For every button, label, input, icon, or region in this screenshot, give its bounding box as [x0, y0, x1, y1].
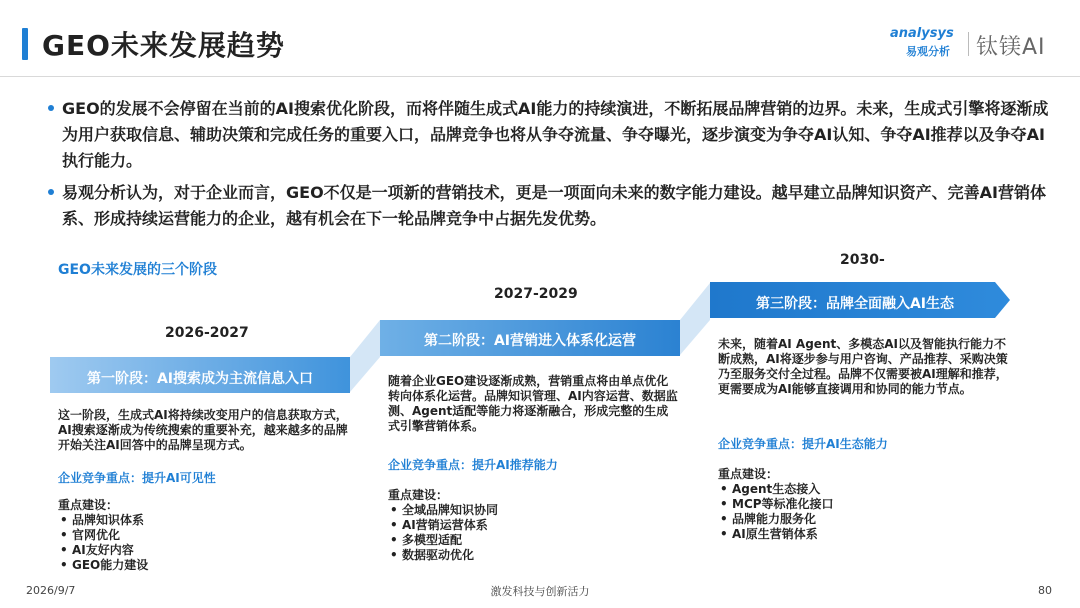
stage-2-focus: 企业竞争重点：提升AI推荐能力: [388, 458, 558, 472]
build-item: • Agent生态接入: [718, 482, 834, 497]
build-item: • 数据驱动优化: [388, 548, 498, 563]
stage-1-year: 2026-2027: [165, 325, 249, 341]
bullet-item: 易观分析认为，对于企业而言，GEO不仅是一项新的营销技术，更是一项面向未来的数字能力建设。越早建立品牌知识资产、完善AI营销体系、形成持续运营能力的企业，越有机会在下一轮品牌竞争中占据先发优势。: [50, 180, 1050, 232]
build-item: • 官网优化: [58, 528, 148, 543]
stage-1-label: 第一阶段：AI搜索成为主流信息入口: [86, 371, 314, 387]
footer-slogan: 激发科技与创新活力: [490, 585, 590, 598]
build-title: 重点建设：: [388, 488, 449, 502]
build-title: 重点建设：: [58, 498, 119, 512]
stage-2-label: 第二阶段：AI营销进入体系化运营: [423, 333, 637, 349]
stair-riser-1: [350, 320, 380, 392]
stage-3-focus: 企业竞争重点：提升AI生态能力: [718, 437, 888, 451]
stage-2-year: 2027-2029: [494, 286, 578, 302]
footer-date: 2026/9/7: [26, 584, 76, 597]
build-item: • 全域品牌知识协同: [388, 503, 498, 518]
stage-3-year: 2030-: [840, 252, 885, 268]
build-item: • 品牌知识体系: [58, 513, 148, 528]
analysys-logo-text: analysys: [890, 26, 954, 41]
build-item: • AI友好内容: [58, 543, 148, 558]
stage-1-focus: 企业竞争重点：提升AI可见性: [58, 471, 216, 485]
stage-3-label: 第三阶段：品牌全面融入AI生态: [755, 296, 955, 312]
taimei-logo: 钛镁AI: [976, 35, 1046, 60]
stages-title: GEO未来发展的三个阶段: [58, 262, 217, 278]
bullet-item: GEO的发展不会停留在当前的AI搜索优化阶段，而将伴随生成式AI能力的持续演进，不断拓展品牌营销的边界。未来，生成式引擎将逐渐成为用户获取信息、辅助决策和完成任务的重要入口，品牌竞争也将从争夺流量、争夺曝光，逐步演变为争夺AI认知、争夺AI推荐以及争夺AI执行能力。: [50, 96, 1050, 174]
stage-2-description: 随着企业GEO建设逐渐成熟，营销重点将由单点优化转向体系化运营。品牌知识管理、AI内容运营、数据监测、Agent适配等能力将逐渐融合，形成完整的生成式引擎营销体系。: [388, 374, 678, 433]
stair-riser-2: [680, 283, 710, 355]
page-title: GEO未来发展趋势: [42, 29, 285, 62]
stage-1-description: 这一阶段，生成式AI将持续改变用户的信息获取方式，AI搜索逐渐成为传统搜索的重要补充，越来越多的品牌开始关注AI回答中的品牌呈现方式。: [58, 408, 348, 452]
build-item: • GEO能力建设: [58, 558, 148, 573]
analysys-logo-cn: 易观分析: [906, 45, 950, 58]
stage-1-build: [58, 498, 148, 573]
build-item: • AI原生营销体系: [718, 527, 834, 542]
build-item: • 品牌能力服务化: [718, 512, 834, 527]
build-title: 重点建设：: [718, 467, 779, 481]
stage-2-build: [388, 488, 498, 563]
page-number: 80: [1038, 584, 1052, 597]
build-item: • 多模型适配: [388, 533, 498, 548]
stage-3-description: 未来，随着AI Agent、多模态AI以及智能执行能力不断成熟，AI将逐步参与用户咨询、产品推荐、采购决策乃至服务交付全过程。品牌不仅需要被AI理解和推荐，更需要成为AI能够直接调用和协同的能力节点。: [718, 337, 1008, 396]
build-item: • MCP等标准化接口: [718, 497, 834, 512]
stage-3-build: [718, 467, 834, 542]
build-item: • AI营销运营体系: [388, 518, 498, 533]
